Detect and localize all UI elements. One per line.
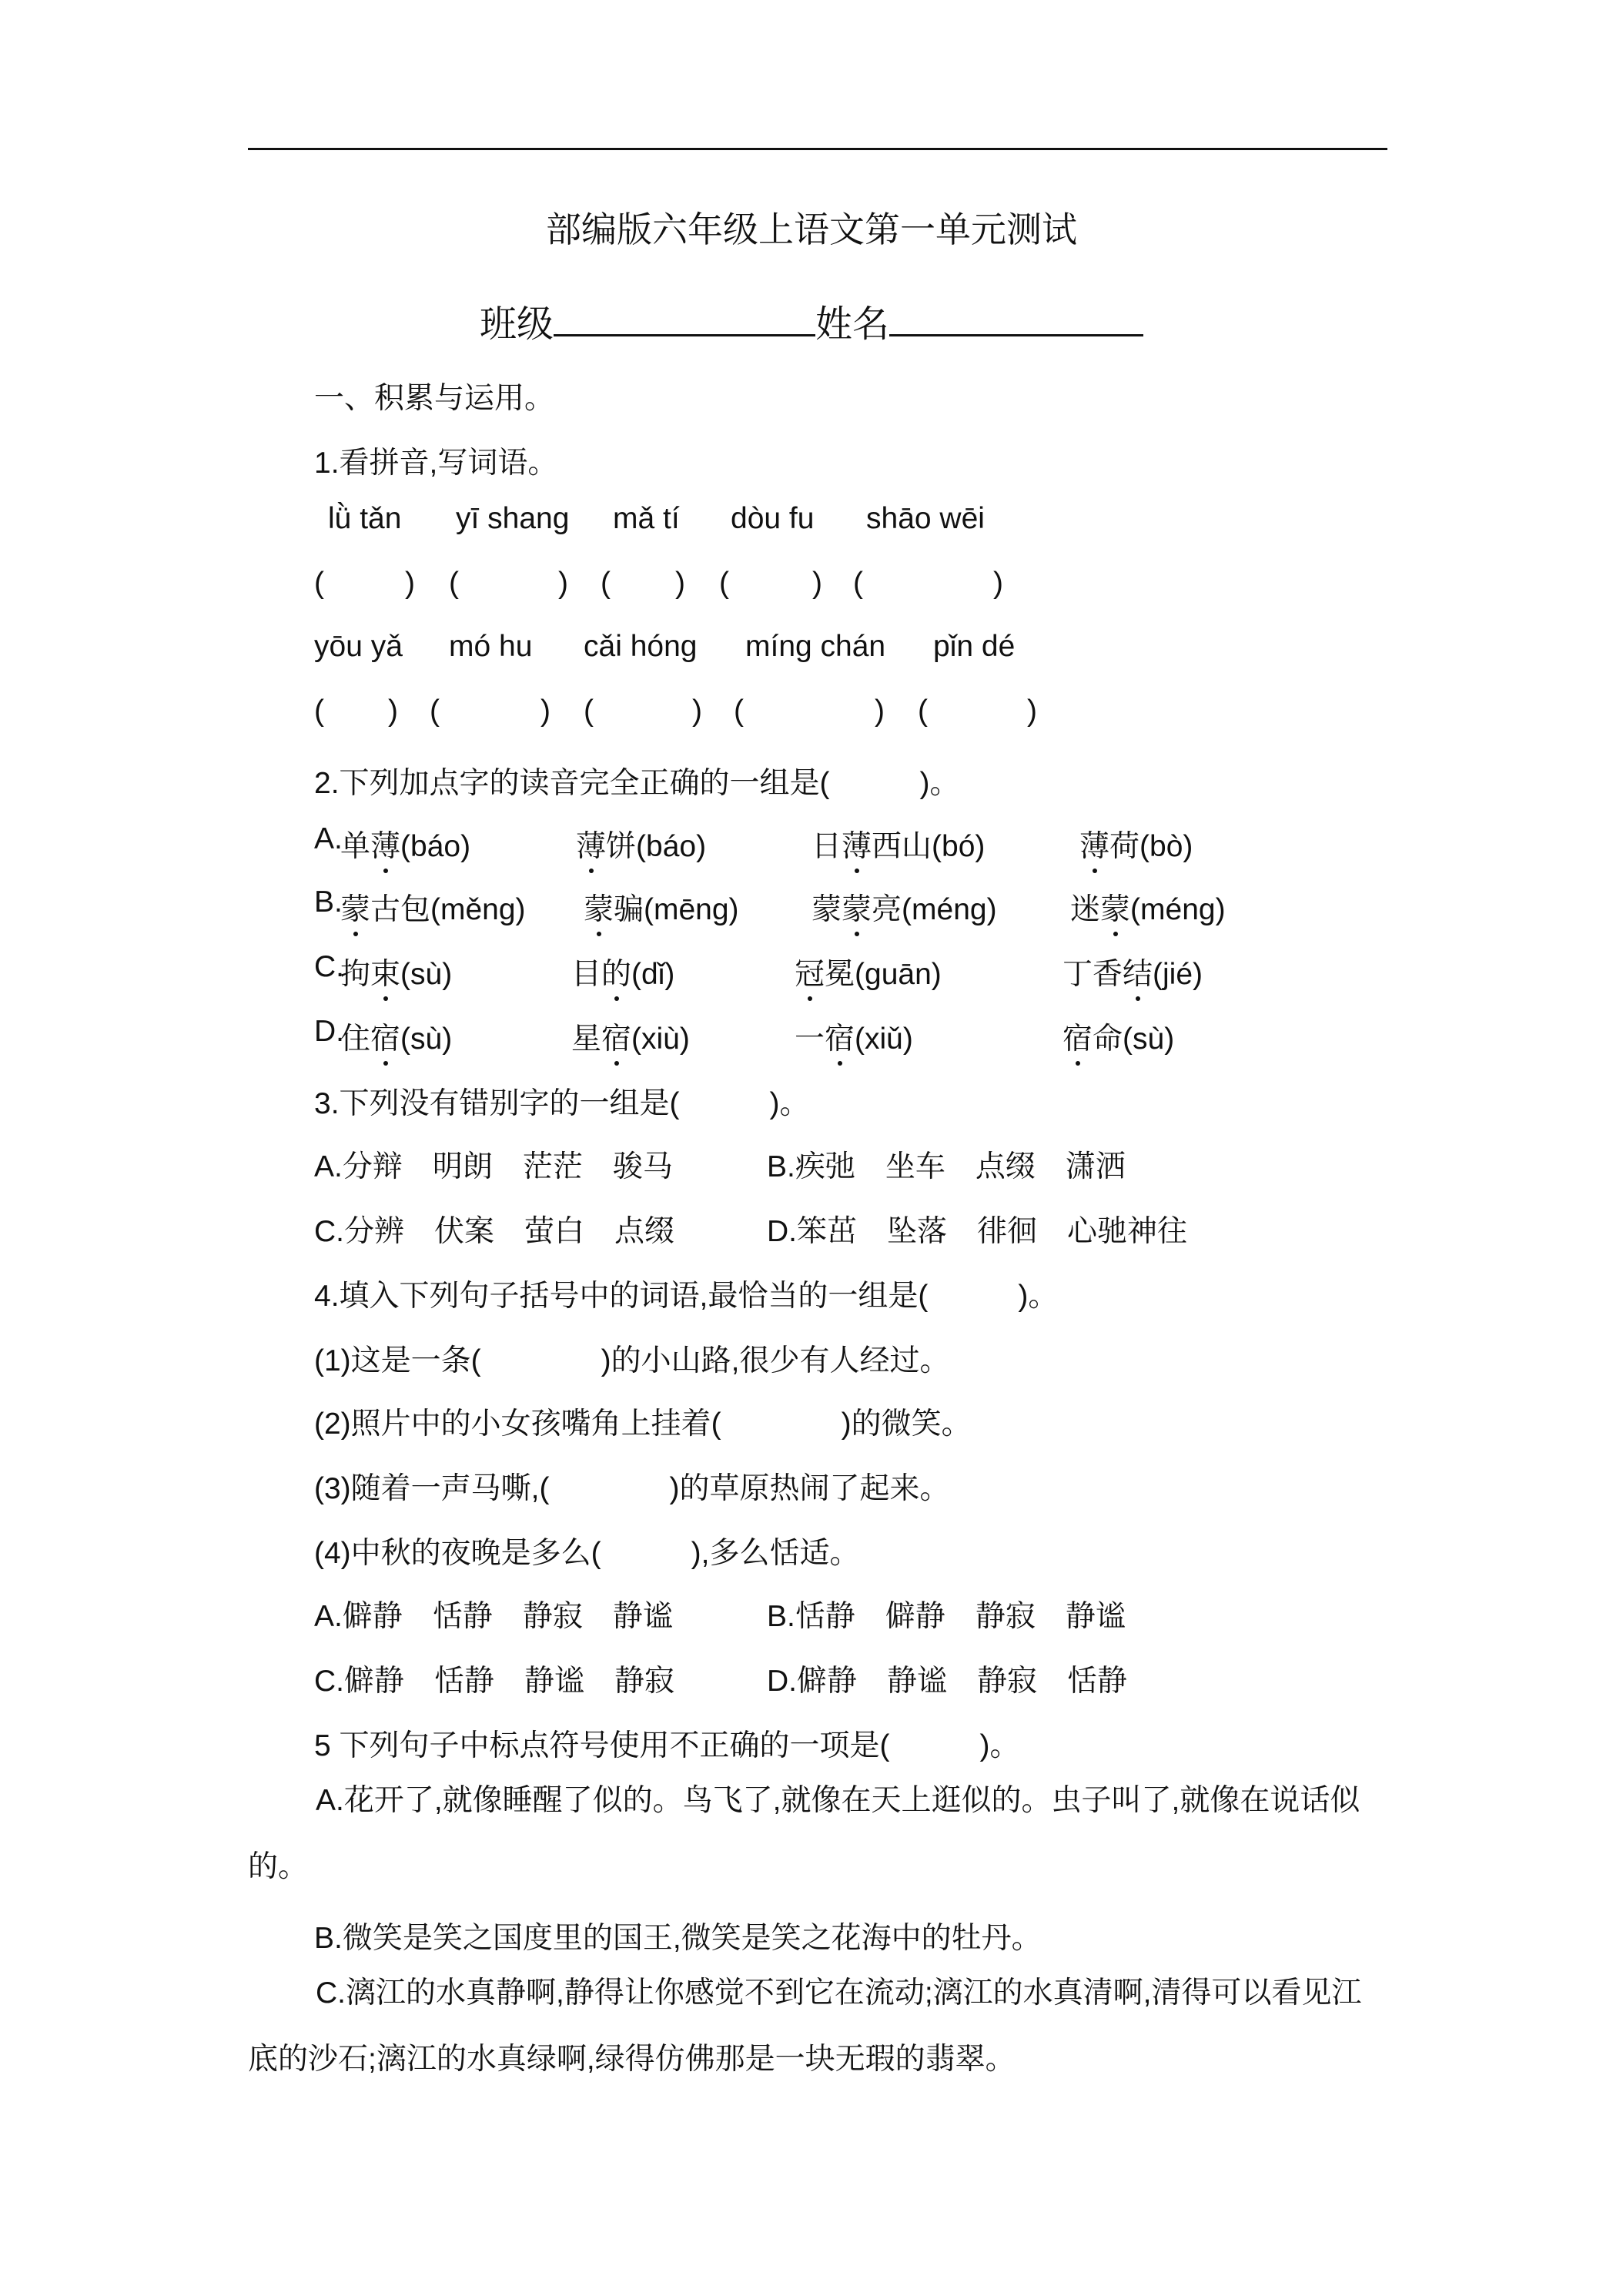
option-letter: A. — [314, 822, 343, 855]
option-item: 拘束(sù) — [340, 950, 452, 993]
q3-prompt: 3.下列没有错别字的一组是( )。 — [314, 1087, 810, 1120]
option-letter: D. — [314, 1015, 344, 1048]
name-class-row — [0, 294, 1623, 347]
q4-option-c[interactable]: C.僻静 恬静 静谧 静寂 — [314, 1665, 675, 1698]
q5-prompt: 5 下列句子中标点符号使用不正确的一项是( )。 — [314, 1729, 1020, 1762]
paren-close: ) — [558, 567, 568, 600]
q4-sentence-1: (1)这是一条( )的小山路,很少有人经过。 — [314, 1344, 950, 1377]
page-title: 部编版六年级上语文第一单元测试 — [546, 209, 1077, 250]
q4-sentence-3: (3)随着一声马嘶,( )的草原热闹了起来。 — [314, 1472, 950, 1505]
q4-option-a[interactable]: A.僻静 恬静 静寂 静谧 — [314, 1600, 673, 1633]
dotted-char: 宿 — [601, 1015, 631, 1058]
class-label: 班级 — [479, 303, 554, 346]
option-item: 蒙骗(mēng) — [584, 885, 739, 929]
dotted-char: 宿 — [1062, 1015, 1093, 1058]
paren-open: ( — [918, 694, 928, 728]
paren-open: ( — [601, 567, 611, 600]
dotted-char: 蒙 — [340, 885, 370, 929]
paren-close: ) — [692, 694, 702, 728]
pinyin: dòu fu — [731, 502, 815, 535]
dotted-char: 蒙 — [842, 885, 872, 929]
dotted-char: 薄 — [576, 822, 606, 865]
paren-open: ( — [734, 694, 744, 728]
pinyin: míng chán — [745, 630, 886, 663]
name-label: 姓名 — [815, 303, 890, 346]
q5-option-c[interactable]: C.漓江的水真静啊,静得让你感觉不到它在流动;漓江的水真清啊,清得可以看见江底的沙石;漓江的水真绿啊,绿得仿佛那是一块无瑕的翡翠。 — [248, 1976, 1362, 2076]
paren-close: ) — [405, 567, 415, 600]
pinyin: yī shang — [456, 502, 570, 535]
paren-close: ) — [388, 694, 398, 728]
dotted-char: 薄 — [842, 822, 872, 865]
dotted-char: 束 — [370, 950, 400, 993]
option-item: 住宿(sù) — [340, 1015, 452, 1058]
pinyin: yōu yǎ — [314, 630, 403, 663]
option-item: 迷蒙(méng) — [1070, 885, 1226, 929]
dotted-char: 宿 — [370, 1015, 400, 1058]
pinyin: shāo wēi — [866, 502, 985, 535]
pinyin: pǐn dé — [933, 630, 1016, 663]
option-item: 蒙蒙亮(méng) — [812, 885, 997, 929]
dotted-char: 蒙 — [1100, 885, 1130, 929]
dotted-char: 结 — [1123, 950, 1153, 993]
paren-open: ( — [853, 567, 863, 600]
dotted-char: 的 — [601, 950, 631, 993]
paren-open: ( — [314, 567, 324, 600]
paren-close: ) — [993, 567, 1003, 600]
paren-open: ( — [430, 694, 440, 728]
q4-option-b[interactable]: B.恬静 僻静 静寂 静谧 — [767, 1600, 1126, 1633]
q4-sentence-4: (4)中秋的夜晚是多么( ),多么恬适。 — [314, 1537, 860, 1570]
q3-option-b[interactable]: B.疾弛 坐车 点缀 潇洒 — [767, 1150, 1126, 1183]
dotted-char: 冠 — [795, 950, 825, 993]
option-item: 一宿(xiǔ) — [795, 1015, 913, 1058]
pinyin: cǎi hóng — [584, 630, 698, 663]
q2-prompt: 2.下列加点字的读音完全正确的一组是( )。 — [314, 767, 960, 800]
pinyin: lǜ tǎn — [328, 502, 402, 535]
option-letter: C. — [314, 950, 344, 983]
q3-option-a[interactable]: A.分辩 明朗 茫茫 骏马 — [314, 1150, 673, 1183]
option-letter: B. — [314, 885, 343, 919]
dotted-char: 蒙 — [584, 885, 614, 929]
option-item: 星宿(xiù) — [571, 1015, 690, 1058]
pinyin: mǎ tí — [613, 502, 680, 535]
q4-prompt: 4.填入下列句子括号中的词语,最恰当的一组是( )。 — [314, 1280, 1059, 1313]
name-blank[interactable] — [889, 299, 1143, 336]
header-rule — [248, 148, 1387, 150]
paren-open: ( — [314, 694, 324, 728]
q5-option-b[interactable]: B.微笑是笑之国度里的国王,微笑是笑之花海中的牡丹。 — [314, 1922, 1042, 1955]
section-heading: 一、积累与运用。 — [314, 382, 555, 415]
q3-option-d[interactable]: D.笨茁 坠落 徘徊 心驰神往 — [767, 1215, 1188, 1248]
option-item: 目的(dǐ) — [571, 950, 674, 993]
q4-sentence-2: (2)照片中的小女孩嘴角上挂着( )的微笑。 — [314, 1407, 972, 1441]
dotted-char: 薄 — [370, 822, 400, 865]
paren-open: ( — [449, 567, 459, 600]
option-item: 冠冕(guān) — [795, 950, 942, 993]
option-item: 蒙古包(měng) — [340, 885, 526, 929]
q1-prompt: 1.看拼音,写词语。 — [314, 447, 558, 480]
option-item: 单薄(báo) — [340, 822, 470, 865]
paren-open: ( — [719, 567, 729, 600]
pinyin: mó hu — [449, 630, 533, 663]
paren-close: ) — [875, 694, 885, 728]
paren-open: ( — [584, 694, 594, 728]
paren-close: ) — [812, 567, 822, 600]
option-item: 薄饼(báo) — [576, 822, 706, 865]
option-item: 宿命(sù) — [1062, 1015, 1174, 1058]
option-item: 薄荷(bò) — [1079, 822, 1193, 865]
option-item: 日薄西山(bó) — [812, 822, 985, 865]
paren-close: ) — [1027, 694, 1037, 728]
q3-option-c[interactable]: C.分辨 伏案 萤白 点缀 — [314, 1215, 675, 1248]
q5-option-a[interactable]: A.花开了,就像睡醒了似的。鸟飞了,就像在天上逛似的。虫子叫了,就像在说话似的。 — [248, 1784, 1360, 1883]
class-blank[interactable] — [554, 299, 815, 336]
dotted-char: 宿 — [825, 1015, 855, 1058]
option-item: 丁香结(jié) — [1062, 950, 1203, 993]
dotted-char: 薄 — [1079, 822, 1109, 865]
paren-close: ) — [540, 694, 550, 728]
paren-close: ) — [675, 567, 685, 600]
q4-option-d[interactable]: D.僻静 静谧 静寂 恬静 — [767, 1665, 1128, 1698]
